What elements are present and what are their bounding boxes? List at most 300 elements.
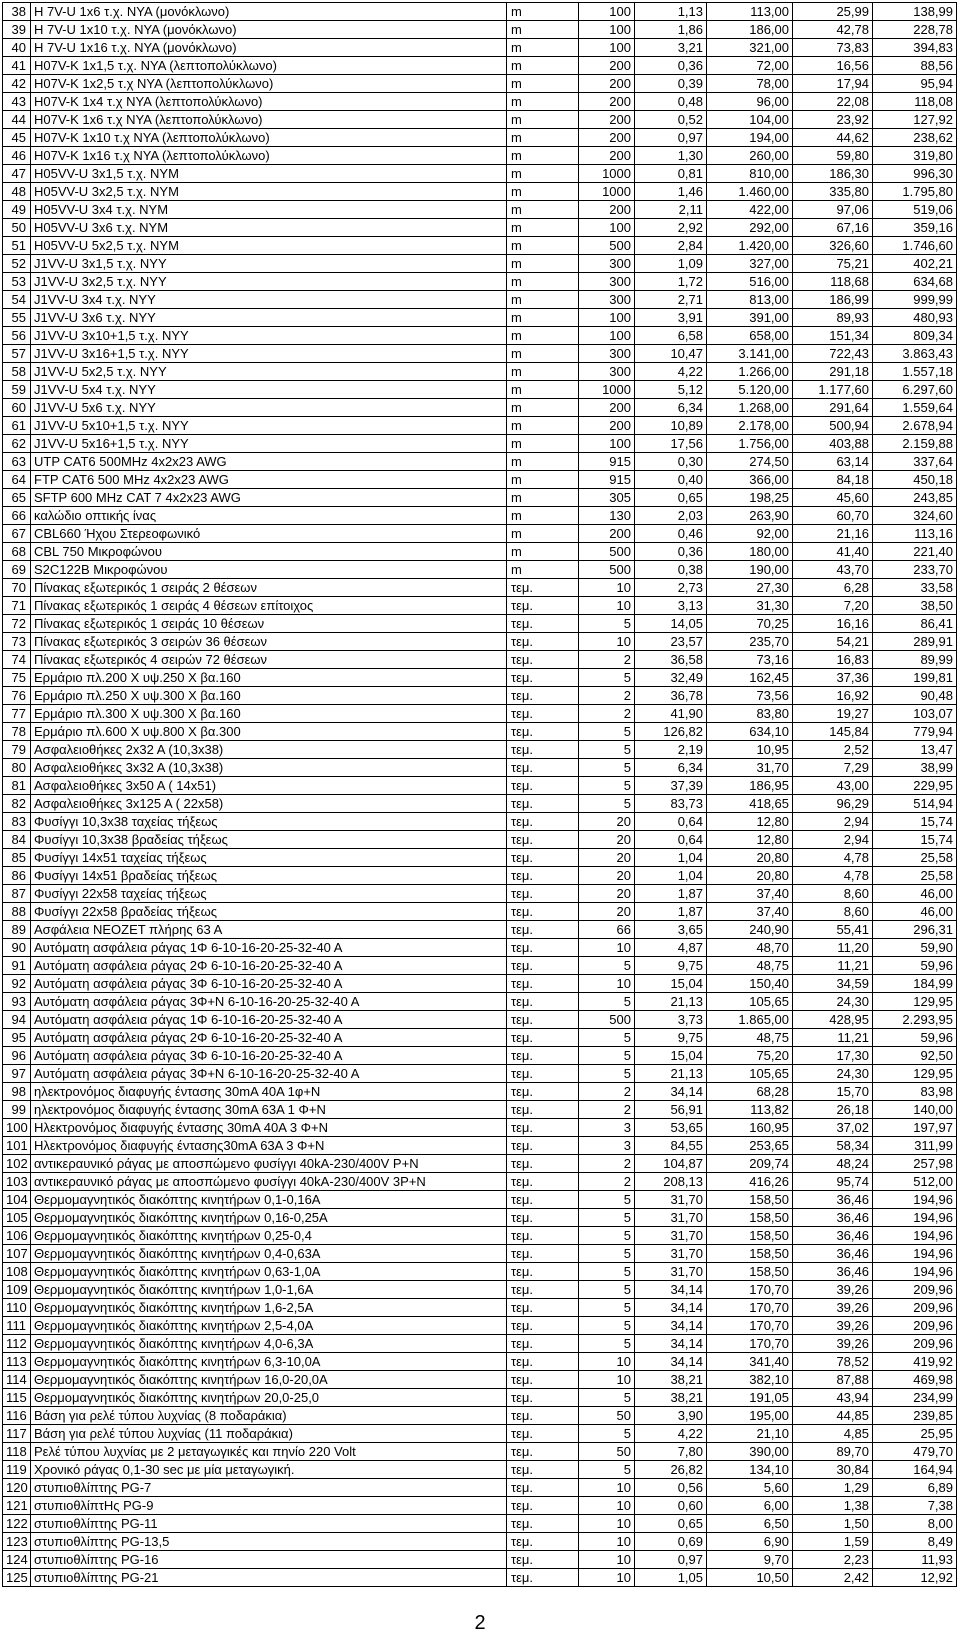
item-description: Ερμάριο πλ.200 Χ υψ.250 Χ βα.160	[31, 669, 507, 687]
row-number: 98	[3, 1083, 31, 1101]
vat-amount: 1.177,60	[793, 381, 873, 399]
table-row	[3, 75, 957, 93]
item-description: Θερμομαγνητικός διακόπτης κινητήρων 1,0-1,6Α	[31, 1281, 507, 1299]
vat-amount: 25,99	[793, 3, 873, 21]
final-amount: 999,99	[873, 291, 957, 309]
unit: τεμ.	[507, 1515, 579, 1533]
final-amount: 257,98	[873, 1155, 957, 1173]
quantity: 100	[579, 39, 635, 57]
unit-price: 2,19	[635, 741, 707, 759]
row-number: 93	[3, 993, 31, 1011]
quantity: 5	[579, 1263, 635, 1281]
vat-amount: 145,84	[793, 723, 873, 741]
row-number: 41	[3, 57, 31, 75]
vat-amount: 87,88	[793, 1371, 873, 1389]
row-number: 78	[3, 723, 31, 741]
table-row	[3, 1119, 957, 1137]
quantity: 5	[579, 777, 635, 795]
unit-price: 0,60	[635, 1497, 707, 1515]
unit-price: 34,14	[635, 1299, 707, 1317]
table-row	[3, 111, 957, 129]
quantity: 5	[579, 1047, 635, 1065]
total-amount: 83,80	[707, 705, 793, 723]
table-row	[3, 273, 957, 291]
unit-price: 15,04	[635, 975, 707, 993]
final-amount: 419,92	[873, 1353, 957, 1371]
quantity: 500	[579, 543, 635, 561]
total-amount: 113,00	[707, 3, 793, 21]
table-row	[3, 651, 957, 669]
unit-price: 31,70	[635, 1263, 707, 1281]
final-amount: 8,49	[873, 1533, 957, 1551]
total-amount: 20,80	[707, 867, 793, 885]
unit-price: 10,47	[635, 345, 707, 363]
final-amount: 319,80	[873, 147, 957, 165]
vat-amount: 75,21	[793, 255, 873, 273]
table-row	[3, 993, 957, 1011]
item-description: J1VV-U 5x4 τ.χ. NYY	[31, 381, 507, 399]
total-amount: 5.120,00	[707, 381, 793, 399]
page-number: 2	[474, 1612, 486, 1634]
quantity: 2	[579, 705, 635, 723]
total-amount: 31,70	[707, 759, 793, 777]
unit-price: 0,81	[635, 165, 707, 183]
vat-amount: 45,60	[793, 489, 873, 507]
row-number: 71	[3, 597, 31, 615]
total-amount: 3.141,00	[707, 345, 793, 363]
item-description: Βάση για ρελέ τύπου λυχνίας (8 ποδαράκια)	[31, 1407, 507, 1425]
vat-amount: 89,93	[793, 309, 873, 327]
final-amount: 164,94	[873, 1461, 957, 1479]
total-amount: 263,90	[707, 507, 793, 525]
quantity: 10	[579, 1479, 635, 1497]
item-description: H07V-K 1x6 τ.χ NYA (λεπτοπολύκλωνο)	[31, 111, 507, 129]
total-amount: 190,00	[707, 561, 793, 579]
final-amount: 229,95	[873, 777, 957, 795]
row-number: 69	[3, 561, 31, 579]
total-amount: 78,00	[707, 75, 793, 93]
vat-amount: 2,42	[793, 1569, 873, 1587]
unit: τεμ.	[507, 1371, 579, 1389]
final-amount: 138,99	[873, 3, 957, 21]
item-description: Ερμάριο πλ.250 Χ υψ.300 Χ βα.160	[31, 687, 507, 705]
vat-amount: 43,94	[793, 1389, 873, 1407]
row-number: 103	[3, 1173, 31, 1191]
row-number: 89	[3, 921, 31, 939]
total-amount: 321,00	[707, 39, 793, 57]
row-number: 52	[3, 255, 31, 273]
table-row	[3, 615, 957, 633]
row-number: 120	[3, 1479, 31, 1497]
vat-amount: 291,18	[793, 363, 873, 381]
total-amount: 70,25	[707, 615, 793, 633]
table-row	[3, 21, 957, 39]
quantity: 20	[579, 867, 635, 885]
final-amount: 359,16	[873, 219, 957, 237]
quantity: 66	[579, 921, 635, 939]
final-amount: 59,90	[873, 939, 957, 957]
final-amount: 480,93	[873, 309, 957, 327]
item-description: J1VV-U 5x16+1,5 τ.χ. NYY	[31, 435, 507, 453]
final-amount: 89,99	[873, 651, 957, 669]
item-description: S2C122B Μικροφώνου	[31, 561, 507, 579]
item-description: στυπιοθλίπτης PG-11	[31, 1515, 507, 1533]
unit: τεμ.	[507, 1209, 579, 1227]
unit-price: 2,71	[635, 291, 707, 309]
unit-price: 4,22	[635, 1425, 707, 1443]
item-description: Θερμομαγνητικός διακόπτης κινητήρων 20,0-25,0	[31, 1389, 507, 1407]
table-row	[3, 1191, 957, 1209]
quantity: 10	[579, 939, 635, 957]
row-number: 60	[3, 399, 31, 417]
unit: m	[507, 219, 579, 237]
total-amount: 113,82	[707, 1101, 793, 1119]
unit: m	[507, 147, 579, 165]
quantity: 5	[579, 1065, 635, 1083]
total-amount: 160,95	[707, 1119, 793, 1137]
final-amount: 127,92	[873, 111, 957, 129]
quantity: 10	[579, 975, 635, 993]
unit: τεμ.	[507, 1533, 579, 1551]
quantity: 100	[579, 435, 635, 453]
item-description: Ασφαλειοθήκες 3x50 A ( 14x51)	[31, 777, 507, 795]
quantity: 10	[579, 1497, 635, 1515]
item-description: Ασφάλεια ΝΕΟΖΕΤ πλήρης 63 Α	[31, 921, 507, 939]
item-description: Αυτόματη ασφάλεια ράγας 3Φ+Ν 6-10-16-20-25-32-40 Α	[31, 993, 507, 1011]
item-description: στυπιοθλίπτης PG-16	[31, 1551, 507, 1569]
quantity: 5	[579, 1389, 635, 1407]
total-amount: 186,00	[707, 21, 793, 39]
quantity: 915	[579, 471, 635, 489]
final-amount: 228,78	[873, 21, 957, 39]
unit-price: 3,90	[635, 1407, 707, 1425]
item-description: Πίνακας εξωτερικός 1 σειράς 2 θέσεων	[31, 579, 507, 597]
table-row	[3, 147, 957, 165]
vat-amount: 15,70	[793, 1083, 873, 1101]
vat-amount: 1,59	[793, 1533, 873, 1551]
total-amount: 134,10	[707, 1461, 793, 1479]
unit: m	[507, 561, 579, 579]
item-description: ηλεκτρονόμος διαφυγής έντασης 30mA 40A 1φ+Ν	[31, 1083, 507, 1101]
vat-amount: 2,23	[793, 1551, 873, 1569]
total-amount: 1.420,00	[707, 237, 793, 255]
unit-price: 34,14	[635, 1317, 707, 1335]
quantity: 20	[579, 813, 635, 831]
vat-amount: 36,46	[793, 1191, 873, 1209]
vat-amount: 24,30	[793, 993, 873, 1011]
row-number: 102	[3, 1155, 31, 1173]
total-amount: 170,70	[707, 1317, 793, 1335]
final-amount: 3.863,43	[873, 345, 957, 363]
row-number: 55	[3, 309, 31, 327]
table-row	[3, 255, 957, 273]
quantity: 5	[579, 795, 635, 813]
row-number: 77	[3, 705, 31, 723]
unit: τεμ.	[507, 831, 579, 849]
item-description: Πίνακας εξωτερικός 3 σειρών 36 θέσεων	[31, 633, 507, 651]
item-description: Ασφαλειοθήκες 3x32 A (10,3x38)	[31, 759, 507, 777]
unit: τεμ.	[507, 1101, 579, 1119]
item-description: FTP CAT6 500 MHz 4x2x23 AWG	[31, 471, 507, 489]
unit: τεμ.	[507, 1137, 579, 1155]
total-amount: 48,70	[707, 939, 793, 957]
unit-price: 1,05	[635, 1569, 707, 1587]
unit-price: 9,75	[635, 1029, 707, 1047]
item-description: SFTP 600 MHz CAT 7 4x2x23 AWG	[31, 489, 507, 507]
unit-price: 1,86	[635, 21, 707, 39]
unit: τεμ.	[507, 1299, 579, 1317]
unit-price: 6,58	[635, 327, 707, 345]
unit-price: 34,14	[635, 1281, 707, 1299]
total-amount: 1.268,00	[707, 399, 793, 417]
unit-price: 31,70	[635, 1245, 707, 1263]
total-amount: 170,70	[707, 1299, 793, 1317]
unit: τεμ.	[507, 1011, 579, 1029]
quantity: 10	[579, 579, 635, 597]
unit: τεμ.	[507, 921, 579, 939]
unit: τεμ.	[507, 615, 579, 633]
unit: m	[507, 255, 579, 273]
final-amount: 519,06	[873, 201, 957, 219]
row-number: 92	[3, 975, 31, 993]
table-row	[3, 471, 957, 489]
item-description: J1VV-U 3x2,5 τ.χ. NYY	[31, 273, 507, 291]
final-amount: 13,47	[873, 741, 957, 759]
quantity: 100	[579, 219, 635, 237]
vat-amount: 96,29	[793, 795, 873, 813]
table-row	[3, 777, 957, 795]
unit-price: 53,65	[635, 1119, 707, 1137]
price-table-sheet	[2, 2, 956, 1587]
unit: m	[507, 363, 579, 381]
quantity: 5	[579, 1191, 635, 1209]
total-amount: 366,00	[707, 471, 793, 489]
unit: τεμ.	[507, 579, 579, 597]
table-row	[3, 1173, 957, 1191]
item-description: J1VV-U 5x10+1,5 τ.χ. NYY	[31, 417, 507, 435]
total-amount: 292,00	[707, 219, 793, 237]
vat-amount: 59,80	[793, 147, 873, 165]
unit-price: 83,73	[635, 795, 707, 813]
item-description: Χρονικό ράγας 0,1-30 sec με μία μεταγωγική.	[31, 1461, 507, 1479]
total-amount: 180,00	[707, 543, 793, 561]
final-amount: 46,00	[873, 885, 957, 903]
table-row	[3, 1389, 957, 1407]
unit-price: 208,13	[635, 1173, 707, 1191]
table-row	[3, 1245, 957, 1263]
total-amount: 260,00	[707, 147, 793, 165]
table-row	[3, 705, 957, 723]
vat-amount: 39,26	[793, 1281, 873, 1299]
final-amount: 1.746,60	[873, 237, 957, 255]
table-row	[3, 1209, 957, 1227]
quantity: 5	[579, 1425, 635, 1443]
unit-price: 38,21	[635, 1371, 707, 1389]
quantity: 5	[579, 741, 635, 759]
table-row	[3, 741, 957, 759]
item-description: Ασφαλειοθήκες 2x32 A (10,3x38)	[31, 741, 507, 759]
vat-amount: 1,38	[793, 1497, 873, 1515]
vat-amount: 36,46	[793, 1245, 873, 1263]
vat-amount: 30,84	[793, 1461, 873, 1479]
unit: τεμ.	[507, 669, 579, 687]
vat-amount: 2,94	[793, 831, 873, 849]
table-row	[3, 921, 957, 939]
quantity: 200	[579, 201, 635, 219]
unit-price: 0,39	[635, 75, 707, 93]
item-description: στυπιοθλίπτης PG-21	[31, 1569, 507, 1587]
total-amount: 6,00	[707, 1497, 793, 1515]
unit: τεμ.	[507, 1083, 579, 1101]
vat-amount: 8,60	[793, 885, 873, 903]
unit: m	[507, 345, 579, 363]
item-description: J1VV-U 5x2,5 τ.χ. NYY	[31, 363, 507, 381]
item-description: Θερμομαγνητικός διακόπτης κινητήρων 0,25-0,4	[31, 1227, 507, 1245]
vat-amount: 1,50	[793, 1515, 873, 1533]
total-amount: 104,00	[707, 111, 793, 129]
final-amount: 450,18	[873, 471, 957, 489]
unit-price: 1,72	[635, 273, 707, 291]
vat-amount: 54,21	[793, 633, 873, 651]
unit-price: 1,46	[635, 183, 707, 201]
vat-amount: 24,30	[793, 1065, 873, 1083]
vat-amount: 17,30	[793, 1047, 873, 1065]
table-row	[3, 831, 957, 849]
quantity: 200	[579, 75, 635, 93]
table-row	[3, 1065, 957, 1083]
item-description: Αυτόματη ασφάλεια ράγας 2Φ 6-10-16-20-25-32-40 Α	[31, 1029, 507, 1047]
unit: τεμ.	[507, 1173, 579, 1191]
quantity: 5	[579, 1227, 635, 1245]
unit-price: 21,13	[635, 993, 707, 1011]
total-amount: 75,20	[707, 1047, 793, 1065]
total-amount: 5,60	[707, 1479, 793, 1497]
total-amount: 186,95	[707, 777, 793, 795]
quantity: 10	[579, 1551, 635, 1569]
vat-amount: 2,52	[793, 741, 873, 759]
total-amount: 10,95	[707, 741, 793, 759]
table-row	[3, 939, 957, 957]
unit-price: 0,48	[635, 93, 707, 111]
unit: τεμ.	[507, 633, 579, 651]
unit: τεμ.	[507, 1407, 579, 1425]
final-amount: 2.678,94	[873, 417, 957, 435]
table-row	[3, 1299, 957, 1317]
unit: τεμ.	[507, 1425, 579, 1443]
unit-price: 14,05	[635, 615, 707, 633]
unit-price: 0,64	[635, 831, 707, 849]
table-row	[3, 1551, 957, 1569]
item-description: H 7V-U 1x10 τ.χ. NYA (μονόκλωνο)	[31, 21, 507, 39]
final-amount: 12,92	[873, 1569, 957, 1587]
table-row	[3, 1101, 957, 1119]
table-row	[3, 1569, 957, 1587]
vat-amount: 60,70	[793, 507, 873, 525]
unit-price: 0,52	[635, 111, 707, 129]
vat-amount: 6,28	[793, 579, 873, 597]
unit: τεμ.	[507, 687, 579, 705]
table-row	[3, 129, 957, 147]
unit: τεμ.	[507, 939, 579, 957]
unit: τεμ.	[507, 885, 579, 903]
vat-amount: 36,46	[793, 1209, 873, 1227]
row-number: 122	[3, 1515, 31, 1533]
unit-price: 0,56	[635, 1479, 707, 1497]
table-row	[3, 1371, 957, 1389]
quantity: 5	[579, 1029, 635, 1047]
unit-price: 3,21	[635, 39, 707, 57]
table-row	[3, 1515, 957, 1533]
item-description: J1VV-U 3x6 τ.χ. NYY	[31, 309, 507, 327]
quantity: 130	[579, 507, 635, 525]
quantity: 200	[579, 129, 635, 147]
item-description: Αυτόματη ασφάλεια ράγας 3Φ+Ν 6-10-16-20-25-32-40 Α	[31, 1065, 507, 1083]
item-description: H05VV-U 5x2,5 τ.χ. NYM	[31, 237, 507, 255]
item-description: J1VV-U 3x1,5 τ.χ. NYY	[31, 255, 507, 273]
vat-amount: 55,41	[793, 921, 873, 939]
item-description: Αυτόματη ασφάλεια ράγας 2Φ 6-10-16-20-25-32-40 Α	[31, 957, 507, 975]
vat-amount: 326,60	[793, 237, 873, 255]
final-amount: 243,85	[873, 489, 957, 507]
quantity: 500	[579, 237, 635, 255]
total-amount: 813,00	[707, 291, 793, 309]
final-amount: 479,70	[873, 1443, 957, 1461]
vat-amount: 19,27	[793, 705, 873, 723]
final-amount: 209,96	[873, 1281, 957, 1299]
item-description: στυπιοθλίπτης PG-13,5	[31, 1533, 507, 1551]
quantity: 10	[579, 1353, 635, 1371]
quantity: 5	[579, 615, 635, 633]
quantity: 5	[579, 1299, 635, 1317]
item-description: Ηλεκτρονόμος διαφυγής έντασης30mA 63A 3 Φ+Ν	[31, 1137, 507, 1155]
table-row	[3, 597, 957, 615]
table-row	[3, 633, 957, 651]
item-description: Θερμομαγνητικός διακόπτης κινητήρων 2,5-4,0Α	[31, 1317, 507, 1335]
table-row	[3, 165, 957, 183]
quantity: 2	[579, 687, 635, 705]
item-description: H05VV-U 3x2,5 τ.χ. NYM	[31, 183, 507, 201]
total-amount: 658,00	[707, 327, 793, 345]
unit-price: 2,11	[635, 201, 707, 219]
total-amount: 162,45	[707, 669, 793, 687]
quantity: 5	[579, 993, 635, 1011]
total-amount: 327,00	[707, 255, 793, 273]
unit-price: 4,22	[635, 363, 707, 381]
table-row	[3, 57, 957, 75]
quantity: 500	[579, 561, 635, 579]
item-description: Αυτόματη ασφάλεια ράγας 1Φ 6-10-16-20-25-32-40 Α	[31, 939, 507, 957]
row-number: 83	[3, 813, 31, 831]
unit: τεμ.	[507, 1317, 579, 1335]
unit: τεμ.	[507, 1263, 579, 1281]
unit-price: 0,36	[635, 543, 707, 561]
row-number: 99	[3, 1101, 31, 1119]
total-amount: 21,10	[707, 1425, 793, 1443]
unit-price: 1,87	[635, 903, 707, 921]
total-amount: 1.756,00	[707, 435, 793, 453]
quantity: 20	[579, 849, 635, 867]
unit-price: 2,84	[635, 237, 707, 255]
total-amount: 73,56	[707, 687, 793, 705]
vat-amount: 4,85	[793, 1425, 873, 1443]
total-amount: 150,40	[707, 975, 793, 993]
item-description: CBL660 Ήχου Στερεοφωνικό	[31, 525, 507, 543]
item-description: Ερμάριο πλ.300 Χ υψ.300 Χ βα.160	[31, 705, 507, 723]
quantity: 5	[579, 1281, 635, 1299]
item-description: H 7V-U 1x16 τ.χ. NYA (μονόκλωνο)	[31, 39, 507, 57]
table-row	[3, 309, 957, 327]
quantity: 200	[579, 147, 635, 165]
